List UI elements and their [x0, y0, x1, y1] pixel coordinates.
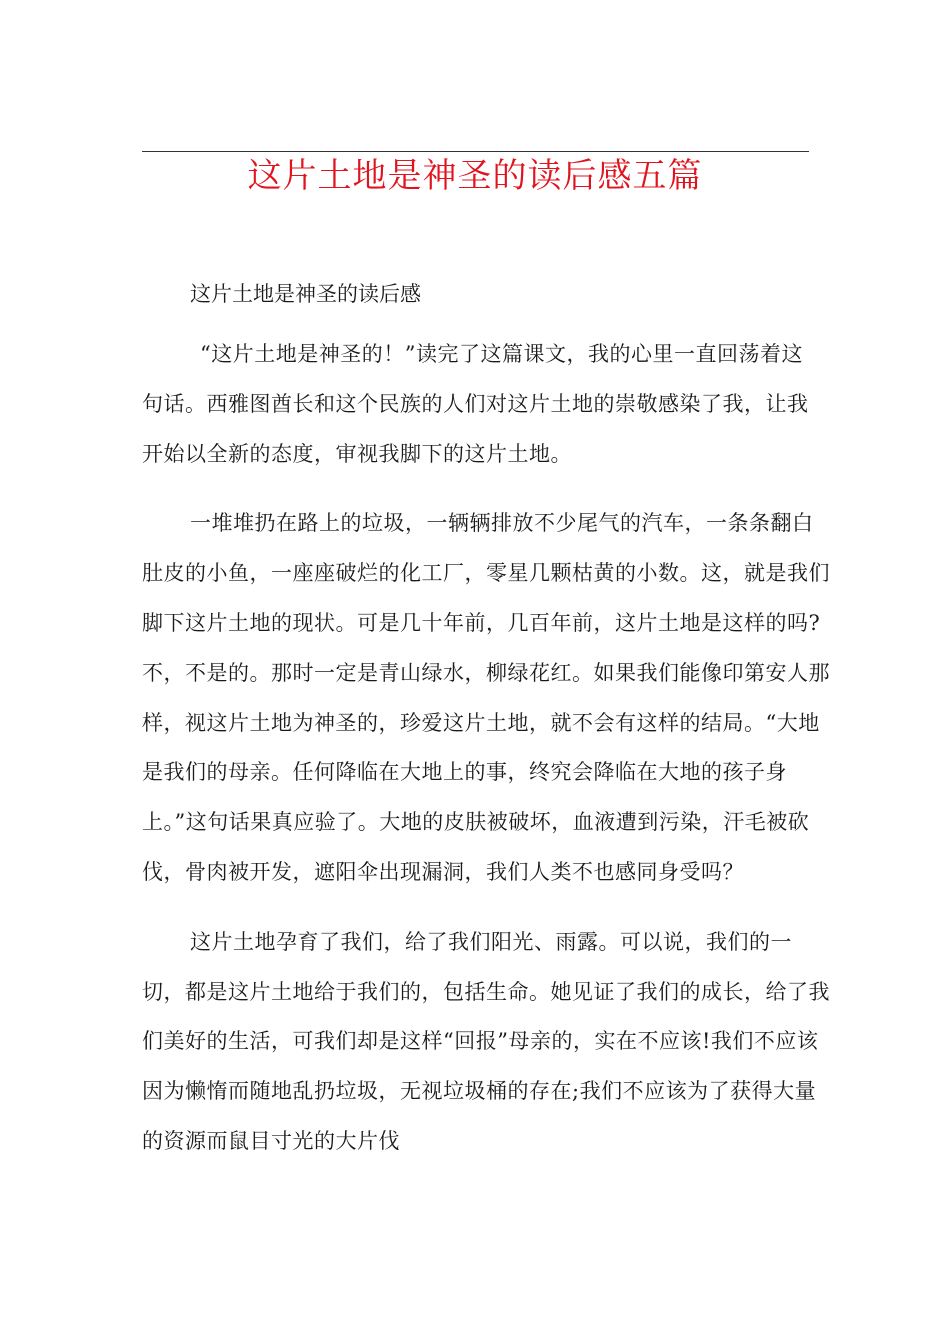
- paragraph-2: 一堆堆扔在路上的垃圾，一辆辆排放不少尾气的汽车，一条条翻白肚皮的小鱼，一座座破烂的化工厂，零星几颗枯黄的小数。这，就是我们脚下这片土地的现状。可是几十年前，几百年前，这片土地是这样的吗?不，不是的。那时一定是青山绿水，柳绿花红。如果我们能像印第安人那样，视这片土地为神圣的，珍爱这片土地，就不会有这样的结局。“大地是我们的母亲。任何降临在大地上的事，终究会降临在大地的孩子身上。”这句话果真应验了。大地的皮肤被破坏，血液遭到污染，汗毛被砍伐，骨肉被开发，遮阳伞出现漏洞，我们人类不也感同身受吗？: [142, 511, 830, 884]
- paragraph-1: “这片土地是神圣的！”读完了这篇课文，我的心里一直回荡着这句话。西雅图酋长和这个民族的人们对这片土地的崇敬感染了我，让我开始以全新的态度，审视我脚下的这片土地。: [142, 342, 809, 466]
- section-heading: 这片土地是神圣的读后感: [190, 282, 421, 306]
- page-title: 这片土地是神圣的读后感五篇: [247, 156, 703, 196]
- paragraph-3: 这片土地孕育了我们，给了我们阳光、雨露。可以说，我们的一切，都是这片土地给于我们的，包括生命。她见证了我们的成长，给了我们美好的生活，可我们却是这样“回报”母亲的，实在不应该!我们不应该因为懒惰而随地乱扔垃圾，无视垃圾桶的存在;我们不应该为了获得大量的资源而鼠目寸光的大片伐: [142, 929, 830, 1153]
- document-body: [142, 274, 832, 1187]
